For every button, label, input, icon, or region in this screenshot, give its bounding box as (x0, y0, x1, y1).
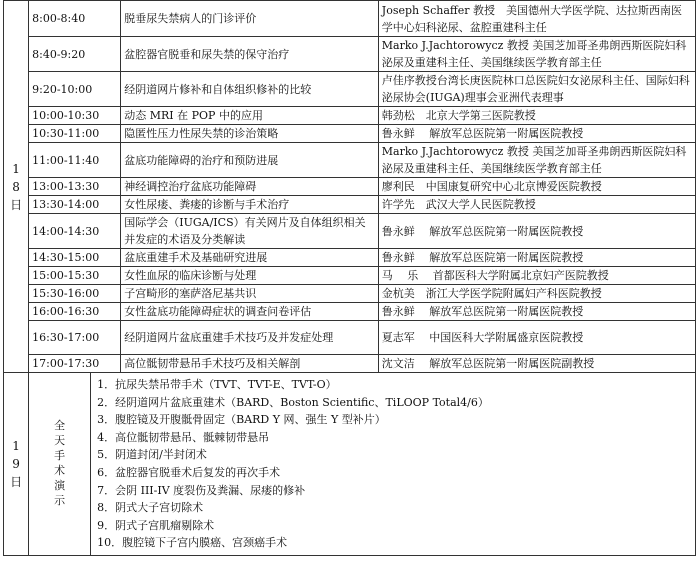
topic-cell: 盆底重建手术及基础研究进展 (121, 249, 379, 267)
schedule-row (4, 1, 696, 37)
time-cell: 8:00-8:40 (29, 1, 121, 37)
speaker-cell: Marko J.Jachtorowycz 教授 美国芝加哥圣弗朗西斯医院妇科泌尿及重建科主任、美国继续医学教育部主任 (378, 37, 695, 72)
schedule-row (4, 37, 696, 72)
speaker-cell: 鲁永鲜 解放军总医院第一附属医院教授 (378, 214, 695, 249)
surgery-list (91, 373, 695, 555)
schedule-row (4, 72, 696, 107)
surgery-item: 5．阴道封闭/半封闭术 (97, 448, 207, 462)
speaker-cell: 马 乐 首都医科大学附属北京妇产医院教授 (378, 267, 695, 285)
schedule-row (4, 285, 696, 303)
schedule-row (4, 143, 696, 178)
topic-cell: 神经调控治疗盆底功能障碍 (121, 178, 379, 196)
time-cell: 10:00-10:30 (29, 107, 121, 125)
topic-cell: 高位骶韧带悬吊手术技巧及相关解剖 (121, 355, 379, 373)
surgery-item: 6．盆腔器官脱垂术后复发的再次手术 (97, 465, 281, 479)
schedule-row (4, 125, 696, 143)
time-cell: 11:00-11:40 (29, 143, 121, 178)
surgery-item: 1．抗尿失禁吊带手术（TVT、TVT-E、TVT-O） (97, 378, 337, 391)
surgery-demo-label-cell (29, 373, 91, 555)
speaker-cell: 沈文洁 解放军总医院第一附属医院副教授 (378, 355, 695, 373)
topic-cell: 隐匿性压力性尿失禁的诊治策略 (121, 125, 379, 143)
day18-label-cell (4, 1, 29, 373)
surgery-item: 2．经阴道网片盆底重建术（BARD、Boston Scientific、TiLOOP Total4/6） (97, 395, 489, 409)
schedule-row (4, 303, 696, 321)
speaker-cell: 金杭美 浙江大学医学院附属妇产科医院教授 (378, 285, 695, 303)
speaker-cell: 鲁永鲜 解放军总医院第一附属医院教授 (378, 249, 695, 267)
time-cell: 13:00-13:30 (29, 178, 121, 196)
topic-cell: 脱垂尿失禁病人的门诊评价 (121, 1, 379, 37)
time-cell: 13:30-14:00 (29, 196, 121, 214)
time-cell: 14:30-15:00 (29, 249, 121, 267)
speaker-cell: 鲁永鲜 解放军总医院第一附属医院教授 (378, 303, 695, 321)
schedule-row (4, 178, 696, 196)
schedule-row (4, 321, 696, 355)
time-cell: 9:20-10:00 (29, 72, 121, 107)
time-cell: 8:40-9:20 (29, 37, 121, 72)
surgery-item: 3．腹腔镜及开腹骶骨固定（BARD Y 网、强生 Y 型补片） (97, 413, 386, 427)
topic-cell: 动态 MRI 在 POP 中的应用 (121, 107, 379, 125)
time-cell: 16:30-17:00 (29, 321, 121, 355)
speaker-cell: 韩劲松 北京大学第三医院教授 (378, 107, 695, 125)
topic-cell: 女性盆底功能障碍症状的调查问卷评估 (121, 303, 379, 321)
time-cell: 17:00-17:30 (29, 355, 121, 373)
speaker-cell: 廖利民 中国康复研究中心北京博爱医院教授 (378, 178, 695, 196)
day19-row (4, 373, 696, 556)
day19-label-cell (4, 373, 29, 556)
schedule-row (4, 355, 696, 373)
speaker-cell: 夏志军 中国医科大学附属盛京医院教授 (378, 321, 695, 355)
schedule-row (4, 214, 696, 249)
time-cell: 15:00-15:30 (29, 267, 121, 285)
time-cell: 16:00-16:30 (29, 303, 121, 321)
day18-label: 18日 (10, 161, 23, 212)
time-cell: 15:30-16:00 (29, 285, 121, 303)
topic-cell: 盆底功能障碍的治疗和预防进展 (121, 143, 379, 178)
topic-cell: 经阴道网片盆底重建手术技巧及并发症处理 (121, 321, 379, 355)
speaker-cell: 卢佳序教授台湾长庚医院林口总医院妇女泌尿科主任、国际妇科泌尿协会(IUGA)理事会亚洲代表理事 (378, 72, 695, 107)
schedule-row (4, 267, 696, 285)
topic-cell: 子宫畸形的塞萨洛尼基共识 (121, 285, 379, 303)
schedule-row (4, 196, 696, 214)
day19-content-cell (29, 373, 696, 556)
surgery-item: 9．阴式子宫肌瘤剔除术 (97, 518, 215, 532)
schedule-table (3, 0, 696, 556)
time-cell: 10:30-11:00 (29, 125, 121, 143)
schedule-row (4, 107, 696, 125)
topic-cell: 经阴道网片修补和自体组织修补的比较 (121, 72, 379, 107)
day18-section (4, 1, 696, 373)
speaker-cell: 鲁永鲜 解放军总医院第一附属医院教授 (378, 125, 695, 143)
speaker-cell: Marko J.Jachtorowycz 教授 美国芝加哥圣弗朗西斯医院妇科泌尿及重建科主任、美国继续医学教育部主任 (378, 143, 695, 178)
surgery-demo-label: 全天手术演示 (54, 419, 66, 508)
day19-section (4, 373, 696, 556)
topic-cell: 盆腔器官脱垂和尿失禁的保守治疗 (121, 37, 379, 72)
surgery-item: 4．高位骶韧带悬吊、骶棘韧带悬吊 (97, 430, 270, 444)
surgery-item: 10．腹腔镜下子宫内膜癌、宫颈癌手术 (97, 536, 288, 550)
topic-cell: 女性血尿的临床诊断与处理 (121, 267, 379, 285)
schedule-row (4, 249, 696, 267)
speaker-cell: 许学先 武汉大学人民医院教授 (378, 196, 695, 214)
surgery-item: 7．会阴 III-IV 度裂伤及粪漏、尿瘘的修补 (97, 483, 306, 497)
speaker-cell: Joseph Schaffer 教授 美国德州大学医学院、达拉斯西南医学中心妇科泌尿、盆腔重建科主任 (378, 1, 695, 37)
topic-cell: 女性尿瘘、粪瘘的诊断与手术治疗 (121, 196, 379, 214)
day19-label: 19日 (10, 438, 23, 489)
time-cell: 14:00-14:30 (29, 214, 121, 249)
topic-cell: 国际学会（IUGA/ICS）有关网片及自体组织相关并发症的术语及分类解读 (121, 214, 379, 249)
surgery-item: 8．阴式大子宫切除术 (97, 501, 204, 515)
